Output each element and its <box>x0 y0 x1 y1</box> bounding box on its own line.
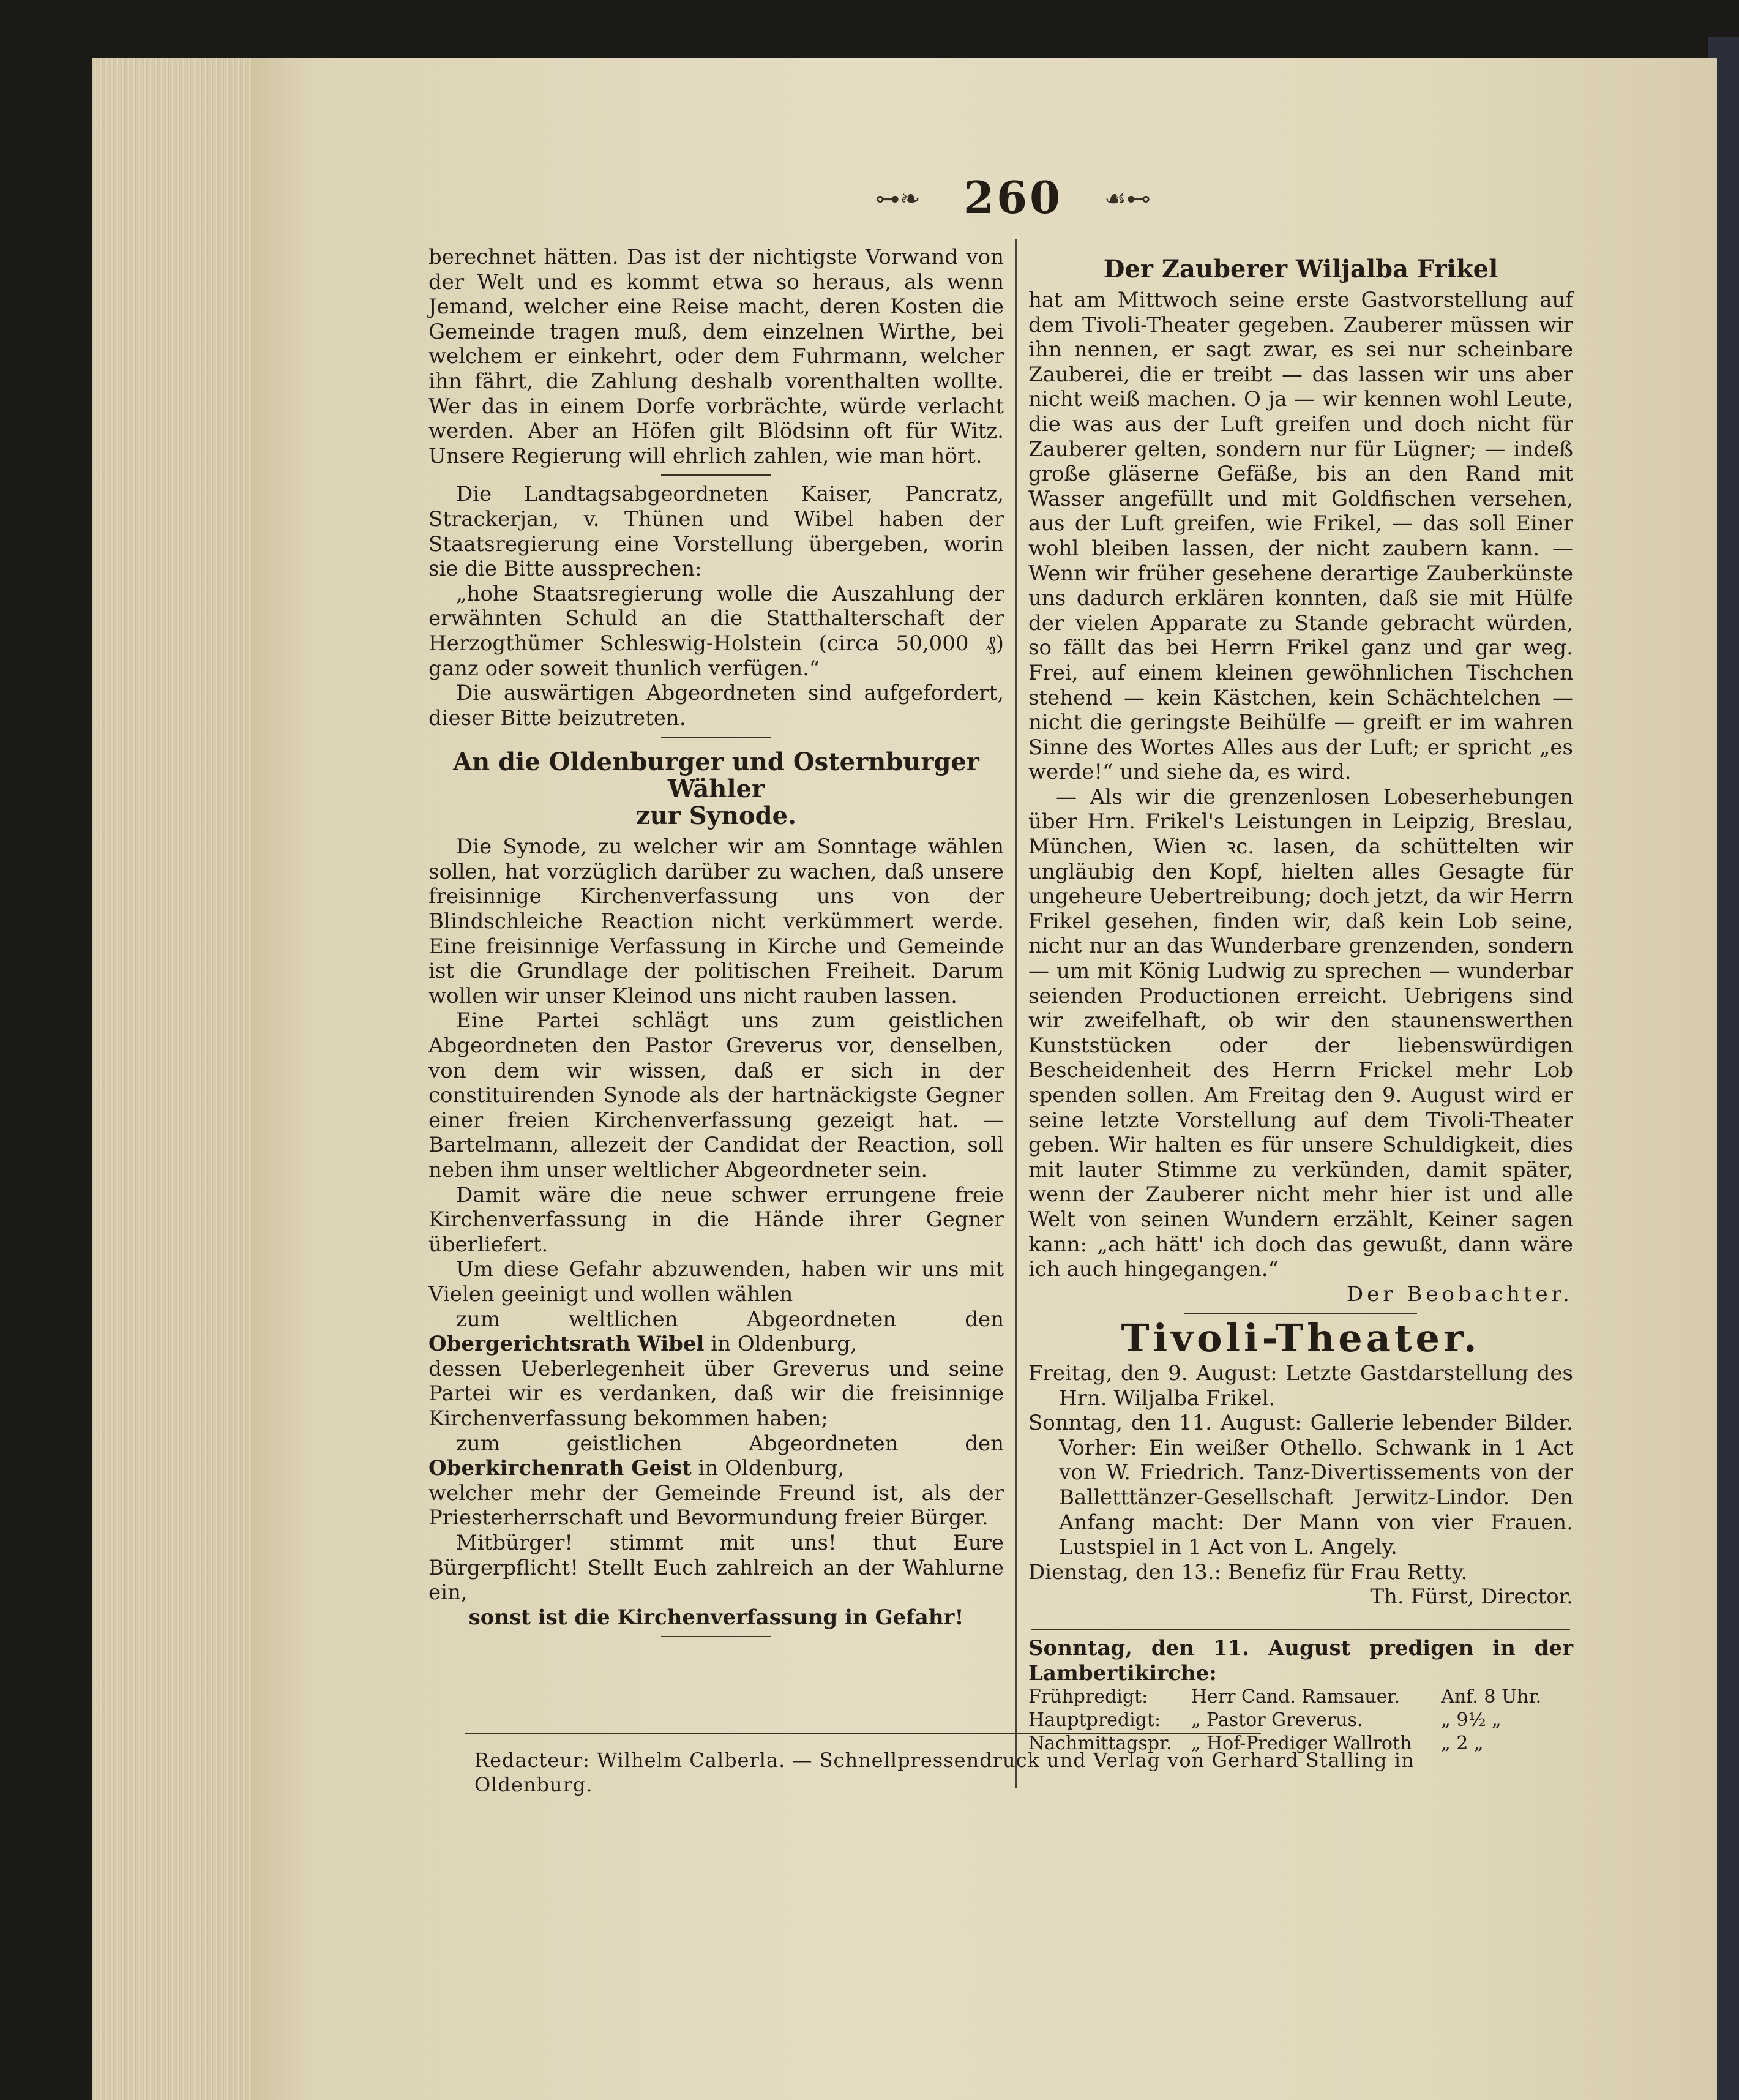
section-divider <box>661 1636 771 1637</box>
service-table <box>1028 1686 1555 1755</box>
article-heading: An die Oldenburger und Osternburger Wähler zur Synode. <box>453 748 979 831</box>
landtag-paragraph: Die Landtagsabgeordneten Kaiser, Pancratz, Strackerjan, v. Thünen und Wibel haben der Staatsregierung eine Vorstellung übergeben, worin sie die Bitte aussprechen: <box>428 482 1004 582</box>
candidate-1-name: Obergerichtsrath Wibel <box>428 1332 705 1357</box>
zauberer-paragraph-1: hat am Mittwoch seine erste Gastvorstellung auf dem Tivoli-Theater gegeben. Zauberer müssen wir ihn nennen, er sagt zwar, es sei nur scheinbare Zauberei, die er treibt — das lassen wir uns aber nicht weiß machen. O ja — wir kennen wohl Leute, die was aus der Luft greifen und doch nicht für Zauberer gelten, sondern nur für Lügner; — indeß große gläserne Gefäße, bis an den Rand mit Wasser angefüllt und mit Goldfischen versehen, aus der Luft greifen, wie Frikel, — das soll Einer wohl bleiben lassen, der nicht zaubern kann. — Wenn wir früher gesehene derartige Zauberkünste uns dadurch erklären konnten, daß sie mit Hülfe der vielen Apparate zu Stande gebracht würden, so fällt das bei Herrn Frikel ganz und gar weg. Frei, auf einem kleinen gewöhnlichen Tischchen stehend — kein Kästchen, kein Schächtelchen — nicht die geringste Beihülfe — greift er im wahren Sinne des Wortes Alles aus der Luft; er spricht „es werde!“ und siehe da, es wird. <box>1028 288 1573 785</box>
imprint-line: Redacteur: Wilhelm Calberla. — Schnellpressendruck und Verlag von Gerhard Stalling in Oldenburg. <box>474 1749 1415 1796</box>
landtag-quote: „hohe Staatsregierung wolle die Auszahlung der erwähnten Schuld an die Statthalterschaft der Herzogthümer Schleswig-Holstein (circa 50,000 ₰) ganz oder soweit thunlich verfügen.“ <box>428 581 1004 681</box>
book-page-edges <box>92 58 257 2100</box>
page-number: 260 <box>963 171 1063 223</box>
synode-paragraph-1: Die Synode, zu welcher wir am Sonntage wählen sollen, hat vorzüglich darüber zu wachen, daß unsere freisinnige Kirchenverfassung uns von der Blindschleiche Reaction nicht verkümmert werde. Eine freisinnige Verfassung in Kirche und Gemeinde ist die Grundlage der politischen Freiheit. Darum wollen wir unser Kleinod uns nicht rauben lassen. <box>428 834 1004 1008</box>
ornament-left-icon: ⊶❧ <box>875 185 921 213</box>
candidate-2-intro: zum geistlichen Abgeordneten den Oberkirchenrath Geist in Oldenburg, <box>428 1431 1004 1481</box>
appeal-paragraph: Mitbürger! stimmt mit uns! thut Eure Bürgerpflicht! Stellt Euch zahlreich an der Wahlurne ein, <box>428 1530 1004 1605</box>
synode-paragraph-2: Eine Partei schlägt uns zum geistlichen Abgeordneten den Pastor Greverus vor, denselben, von dem wir wissen, daß er sich in der constituirenden Synode als der hartnäckigste Gegner einer freien Kirchenverfassung gezeigt hat. — Bartelmann, allezeit der Candidat der Reaction, soll neben ihm unser weltlicher Abgeordneter sein. <box>428 1008 1004 1182</box>
page-header <box>869 171 1157 227</box>
landtag-closing: Die auswärtigen Abgeordneten sind aufgefordert, dieser Bitte beizutreten. <box>428 681 1004 730</box>
programme-tuesday: Dienstag, den 13.: Benefiz für Frau Retty. <box>1028 1559 1468 1584</box>
table-row: Nachmittagspr. „ Hof-Prediger Wallroth „ 2 „ <box>1028 1733 1484 1755</box>
zauberer-heading: Der Zauberer Wiljalba Frikel <box>1103 255 1498 283</box>
synode-paragraph-3: Damit wäre die neue schwer errungene freie Kirchenverfassung in die Hände ihrer Gegner überliefert. <box>428 1182 1004 1257</box>
programme-sunday: Sonntag, den 11. August: Gallerie lebender Bilder. Vorher: Ein weißer Othello. Schwank in 1 Act von W. Friedrich. Tanz-Divertissements von der Balletttänzer-Gesellschaft Jerwitz-Lindor. Den Anfang macht: Der Mann von vier Frauen. Lustspiel in 1 Act von L. Angely. <box>1028 1411 1573 1560</box>
candidate-1-text: dessen Ueberlegenheit über Greverus und seine Partei wir es verdanken, daß wir die freisinnige Kirchenverfassung bekommen haben; <box>428 1356 1004 1431</box>
table-row: Hauptpredigt: „ Pastor Greverus. „ 9½ „ <box>1028 1709 1502 1731</box>
intro-paragraph: berechnet hätten. Das ist der nichtigste Vorwand von der Welt und es kommt etwa so heraus, als wenn Jemand, welcher eine Reise macht, deren Kosten die Gemeinde tragen muß, dem einzelnen Wirthe, bei welchem er einkehrt, oder dem Fuhrmann, welcher ihn fährt, die Zahlung deshalb vorenthalten wollte. Wer das in einem Dorfe vorbrächte, würde verlacht werden. Aber an Höfen gilt Blödsinn oft für Witz. Unsere Regierung will ehrlich zahlen, wie man hört. <box>428 245 1004 468</box>
right-column <box>1028 245 1573 1610</box>
synode-paragraph-4: Um diese Gefahr abzuwenden, haben wir uns mit Vielen geeinigt und wollen wählen <box>428 1257 1004 1307</box>
column-divider <box>1015 239 1017 1788</box>
left-column <box>428 245 1004 1643</box>
section-divider <box>661 737 771 738</box>
church-service-block <box>1028 1622 1573 1755</box>
section-divider <box>661 474 771 476</box>
zauberer-paragraph-2: — Als wir die grenzenlosen Lobeserhebungen über Hrn. Frikel's Leistungen in Leipzig, Breslau, München, Wien ꝛc. lasen, da schüttelten wir ungläubig den Kopf, hielten alles Gesagte für ungeheure Uebertreibung; doch jetzt, da wir Herrn Frikel gesehen, finden wir, daß kein Lob seine, nicht nur an das Wunderbare grenzenden, sondern — um mit König Ludwig zu sprechen — wunderbar seienden Productionen erreicht. Uebrigens sind wir zweifelhaft, ob wir den staunenswerthen Kunststücken oder der liebenswürdigen Bescheidenheit des Herrn Frickel mehr Lob spenden sollen. Am Freitag den 9. August wird er seine letzte Vorstellung auf dem Tivoli-Theater geben. Wir halten es für unsere Schuldigkeit, dies mit lauter Stimme zu verkünden, damit später, wenn der Zauberer nicht mehr hier ist und alle Welt von seinen Wundern erzählt, Keiner sagen kann: „ach hätt' ich doch das gewußt, dann wäre ich auch hingegangen.“ <box>1028 784 1573 1282</box>
candidate-1-intro: zum weltlichen Abgeordneten den Obergerichtsrath Wibel in Oldenburg, <box>428 1307 1004 1357</box>
appeal-warning: sonst ist die Kirchenverfassung in Gefahr! <box>468 1605 964 1630</box>
candidate-2-text: welcher mehr der Gemeinde Freund ist, als der Priesterherrschaft und Bevormundung freier Bürger. <box>428 1480 1004 1531</box>
zauberer-signature: Der Beobachter. <box>1346 1281 1573 1307</box>
service-heading: Sonntag, den 11. August predigen in der Lambertikirche: <box>1028 1636 1573 1686</box>
candidate-2-name: Oberkirchenrath Geist <box>428 1456 692 1481</box>
programme-friday: Freitag, den 9. August: Letzte Gastdarstellung des Hrn. Wiljalba Frikel. <box>1028 1360 1573 1411</box>
theatre-director: Th. Fürst, Director. <box>1370 1584 1573 1610</box>
ornament-right-icon: ☙⊷ <box>1104 185 1151 213</box>
table-row: Frühpredigt: Herr Cand. Ramsauer. Anf. 8 Uhr. <box>1028 1686 1542 1708</box>
theatre-heading: Tivoli-Theater. <box>1121 1316 1481 1361</box>
footer-rule <box>465 1733 1261 1734</box>
section-divider <box>1031 1629 1570 1630</box>
section-divider <box>1184 1313 1417 1314</box>
